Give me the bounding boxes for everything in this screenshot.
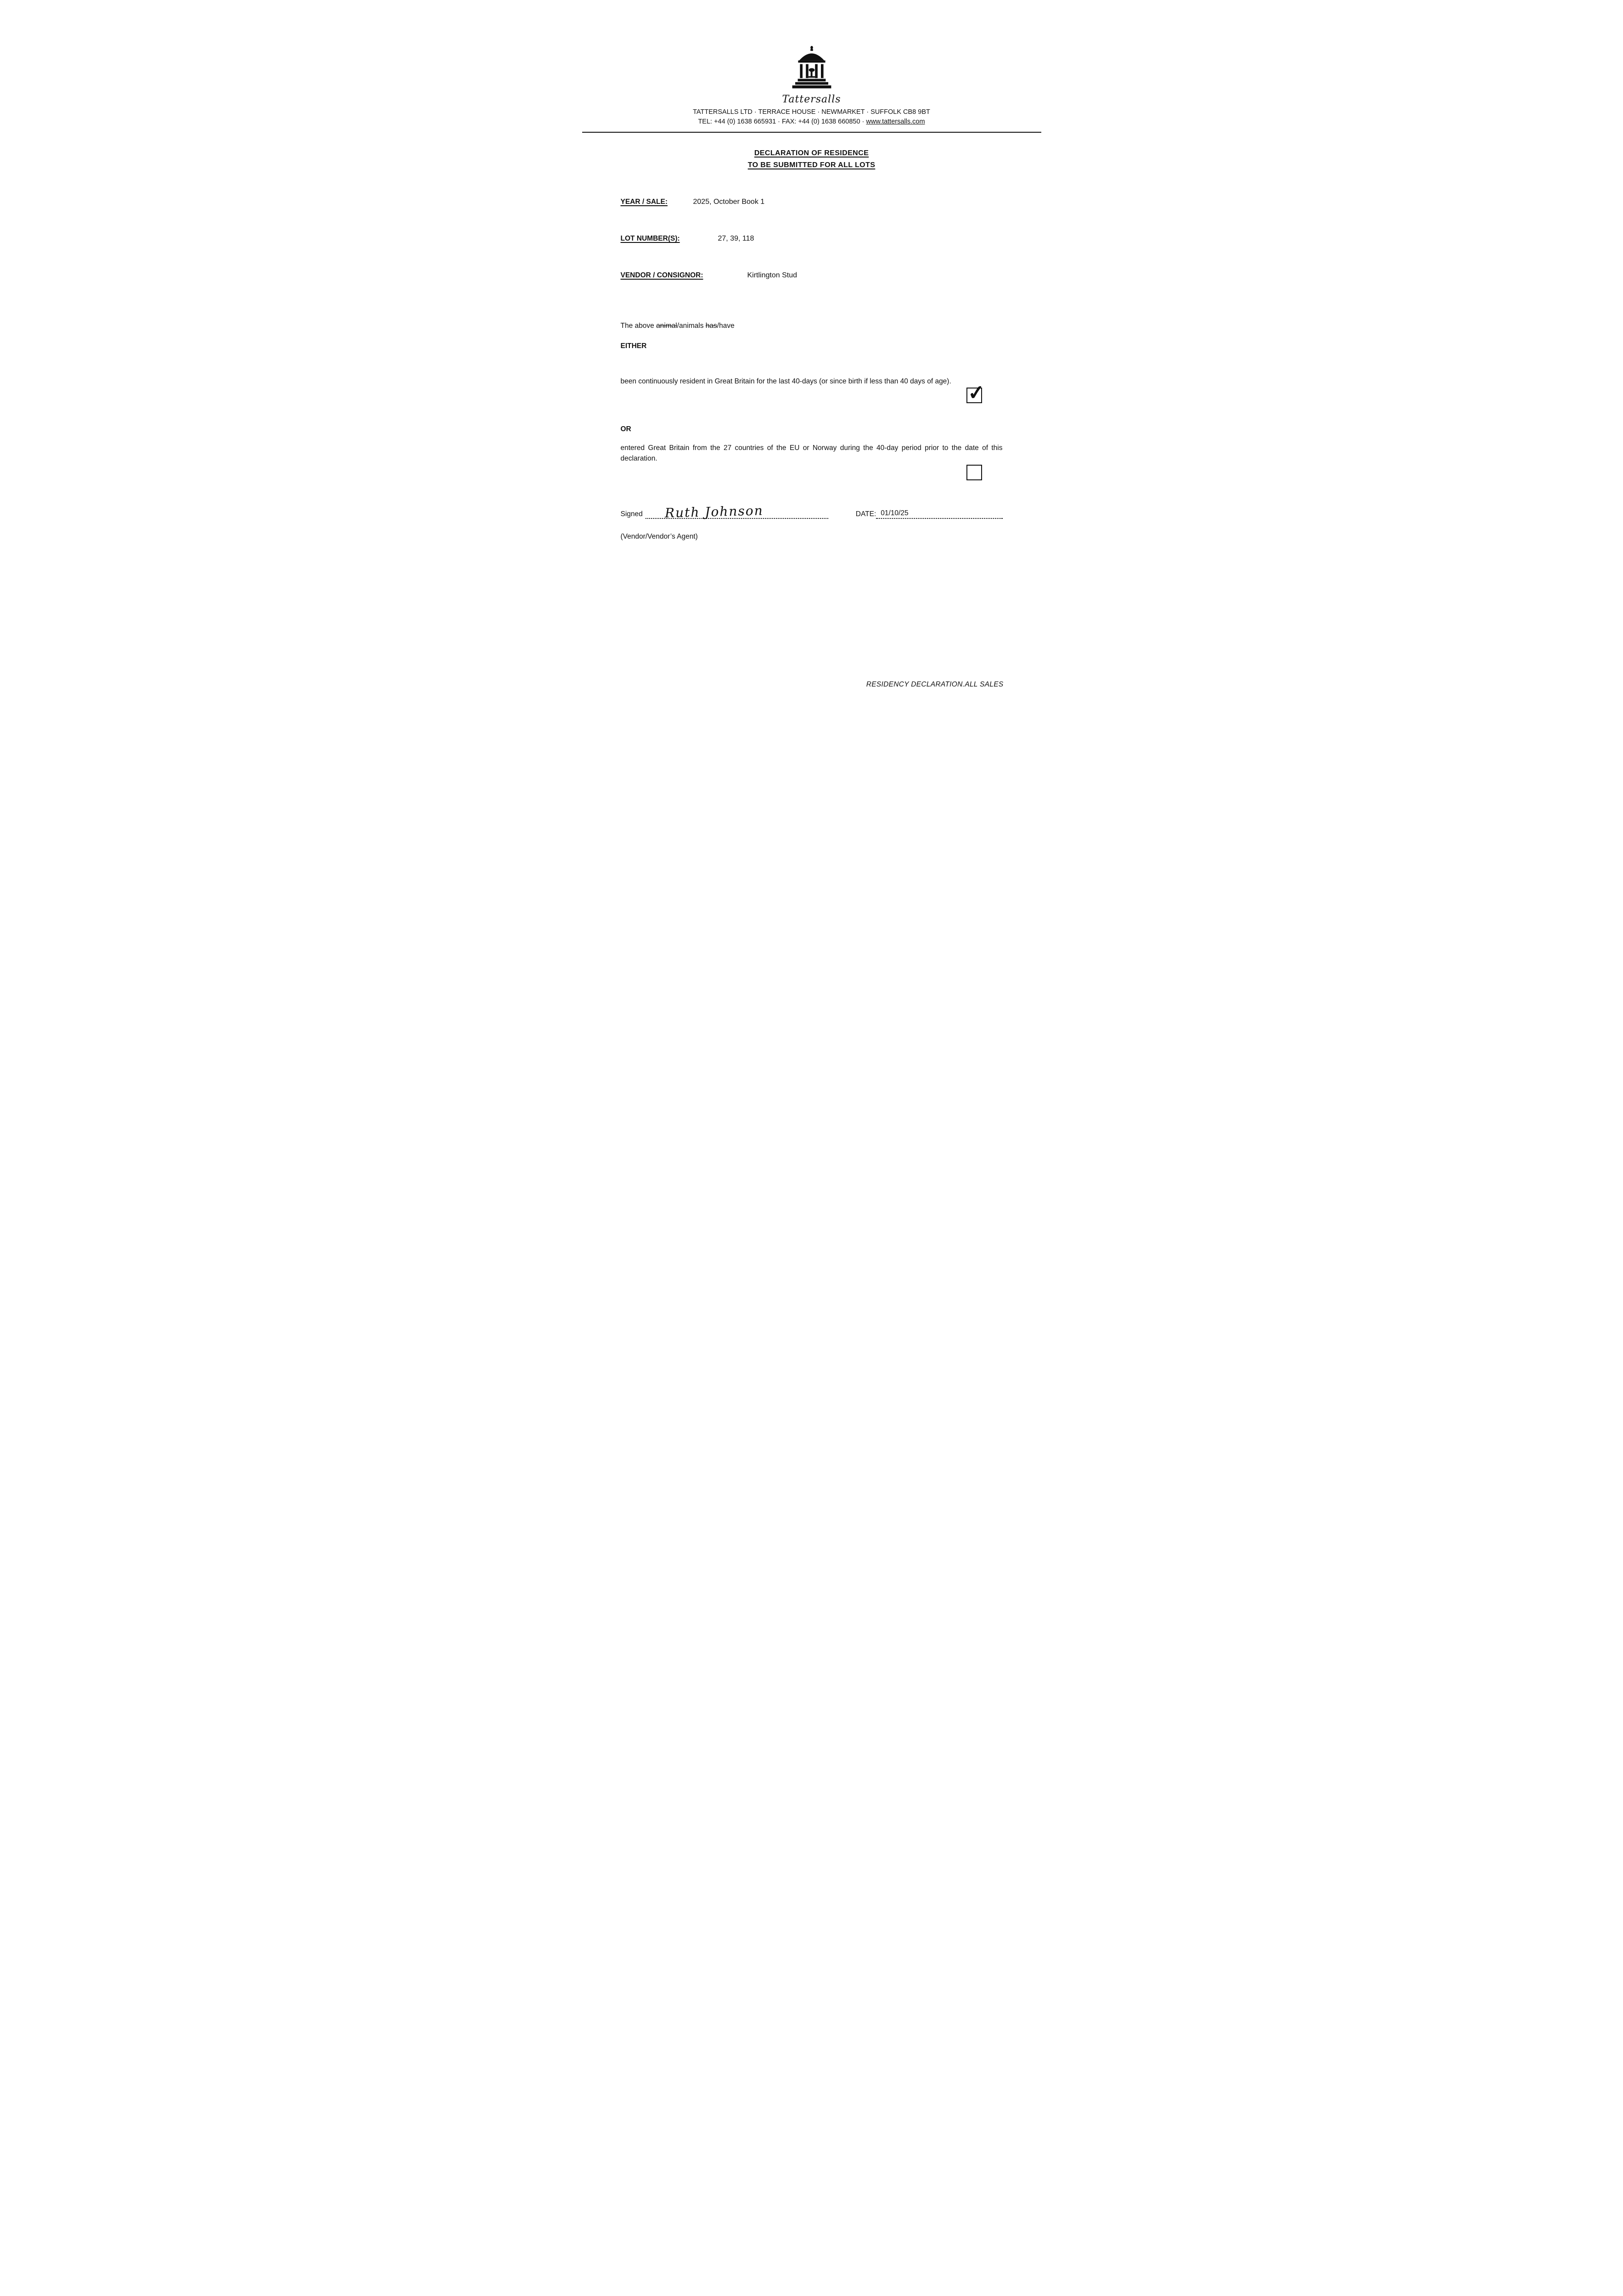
handwritten-signature: Ruth Johnson	[664, 503, 764, 521]
vendor-consignor-label: VENDOR / CONSIGNOR:	[620, 271, 703, 279]
checkmark-icon: ✓	[966, 381, 986, 405]
option2-entered-text: entered Great Britain from the 27 countries of the EU or Norway during the 40-day period prior to the date of this declaration.	[620, 444, 1003, 462]
date-value: 01/10/25	[881, 509, 909, 517]
field-vendor-consignor	[621, 271, 1003, 280]
signature-row	[620, 503, 1003, 521]
intro-struck-animal: animal	[656, 322, 677, 330]
form-fields	[621, 198, 1003, 280]
year-sale-label: YEAR / SALE:	[620, 198, 668, 206]
intro-struck-has: has	[705, 322, 717, 330]
intro-mid: /animals	[677, 322, 706, 330]
vendor-consignor-value: Kirtlington Stud	[747, 271, 797, 279]
signed-label: Signed	[620, 510, 643, 518]
field-year-sale	[621, 198, 1003, 206]
date-label: DATE:	[855, 510, 876, 518]
declaration-intro-sentence	[621, 322, 1003, 330]
option1-resident-text: been continuously resident in Great Britain for the last 40-days (or since birth if less than 40 days of age).	[620, 377, 951, 385]
document-page	[559, 0, 1064, 715]
document-body	[582, 147, 1041, 541]
option1-checkbox[interactable]	[966, 381, 986, 405]
header-divider	[582, 132, 1041, 133]
tattersalls-monument-logo-icon	[582, 45, 1041, 93]
date-line	[876, 510, 1002, 519]
intro-prefix: The above	[620, 322, 657, 330]
option2-checkbox[interactable]	[966, 465, 982, 480]
title-line-1: DECLARATION OF RESIDENCE	[754, 149, 869, 157]
contact-tel-fax-text: TEL: +44 (0) 1638 665931 · FAX: +44 (0) 1638 660850 ·	[698, 118, 866, 125]
company-contact-line	[582, 118, 1041, 125]
title-line-2: TO BE SUBMITTED FOR ALL LOTS	[747, 161, 876, 169]
either-label: EITHER	[620, 342, 647, 350]
or-label: OR	[620, 425, 631, 433]
intro-suffix: /have	[717, 322, 735, 330]
document-title	[621, 147, 1003, 171]
option2-checkbox-row	[621, 465, 1003, 482]
tattersalls-wordmark: Tattersalls	[782, 94, 841, 105]
footer-reference: RESIDENCY DECLARATION.ALL SALES	[866, 681, 1004, 688]
document-header	[582, 0, 1041, 125]
website-link[interactable]: www.tattersalls.com	[866, 118, 925, 125]
company-address-line: TATTERSALLS LTD · TERRACE HOUSE · NEWMARKET · SUFFOLK CB8 9BT	[693, 108, 930, 116]
year-sale-value: 2025, October Book 1	[693, 198, 765, 206]
option1-checkbox-row	[621, 381, 1003, 405]
signature-line	[646, 503, 828, 521]
lot-numbers-value: 27, 39, 118	[718, 235, 754, 242]
vendor-agent-caption: (Vendor/Vendor’s Agent)	[620, 533, 698, 540]
field-lot-numbers	[621, 235, 1003, 243]
lot-numbers-label: LOT NUMBER(S):	[620, 235, 680, 242]
